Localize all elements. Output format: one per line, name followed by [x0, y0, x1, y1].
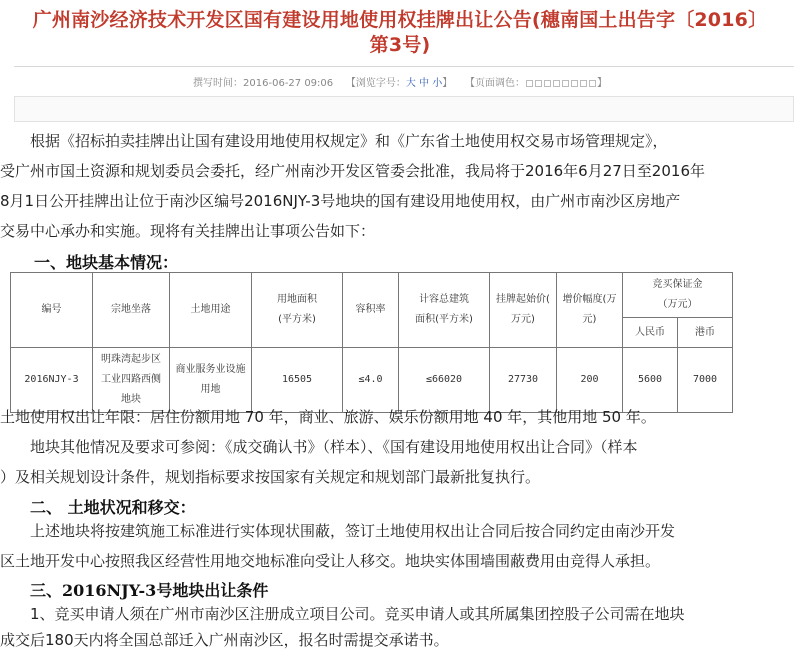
term-line: 土地使用权出让年限：居住份额用地 70 年，商业、旅游、娱乐份额用地 40 年，其他用地 50 年。: [0, 408, 656, 426]
page-title: [0, 8, 800, 58]
cell-hkd: 7000: [678, 348, 733, 413]
color-swatch[interactable]: [580, 80, 587, 87]
color-label: 【页面调色：: [464, 78, 525, 89]
header-area-line-1: 用地面积: [277, 294, 317, 305]
section-3-heading: 三、2016NJY-3号地块出让条件: [30, 581, 269, 600]
cell-area: 16505: [252, 348, 343, 413]
intro-line-3: 8月1日公开挂牌出让位于南沙区编号2016NJY-3号地块的国有建设用地使用权，由广州市南沙区房地产: [0, 192, 681, 210]
cell-use-line-1: 商业服务业设施: [175, 364, 246, 375]
header-location: 宗地坐落: [93, 273, 170, 348]
header-gfa: [399, 273, 490, 348]
header-gfa-line-2: 面积(平方米): [415, 314, 473, 325]
color-swatch[interactable]: [535, 80, 542, 87]
title-line-1: 广州南沙经济技术开发区国有建设用地使用权挂牌出让公告(穗南国土出告字〔2016〕: [32, 9, 768, 31]
color-swatch[interactable]: [562, 80, 569, 87]
color-end: 】: [596, 78, 607, 89]
table-header-row: [11, 273, 733, 318]
table-row: [11, 348, 733, 413]
header-step: [557, 273, 623, 348]
meta-bar: [0, 74, 800, 89]
header-far: 容积率: [343, 273, 399, 348]
cell-rmb: 5600: [623, 348, 678, 413]
font-small-link[interactable]: 小: [432, 78, 443, 89]
cell-use: [170, 348, 252, 413]
publish-time: 撰写时间：2016-06-27 09:06: [193, 78, 334, 89]
header-gfa-line-1: 计容总建筑: [419, 294, 469, 305]
cell-location-line-1: 明珠湾起步区: [101, 354, 161, 365]
header-code: 编号: [11, 273, 93, 348]
header-area-line-2: (平方米): [278, 314, 316, 325]
intro-line-1: 根据《招标拍卖挂牌出让国有建设用地使用权规定》和《广东省土地使用权交易市场管理规定》，: [30, 132, 668, 150]
land-info-table: [10, 272, 733, 413]
section-2-heading: 二、 土地状况和移交：: [30, 498, 196, 517]
section-2-line-1: 上述地块将按建筑施工标准进行实体现状围蔽，签订土地使用权出让合同后按合同约定由南沙开发: [30, 522, 676, 540]
font-size-end: 】: [442, 78, 453, 89]
section-1-heading: 一、地块基本情况：: [34, 253, 179, 272]
header-use: 土地用途: [170, 273, 252, 348]
header-price-line-2: 万元): [511, 314, 535, 325]
cell-location: [93, 348, 170, 413]
header-price-line-1: 挂牌起始价(: [496, 294, 550, 305]
header-deposit-line-1: 竞买保证金: [652, 279, 703, 290]
color-swatch[interactable]: [571, 80, 578, 87]
cell-gfa: ≤66020: [399, 348, 490, 413]
intro-line-2: 受广州市国土资源和规划委员会委托，经广州南沙开发区管委会批准，我局将于2016年6月27日至2016年: [0, 162, 705, 180]
cell-code: 2016NJY-3: [11, 348, 93, 413]
cell-location-line-3: 地块: [121, 394, 141, 405]
header-deposit-line-2: （万元）: [657, 299, 698, 310]
color-swatch[interactable]: [589, 80, 596, 87]
header-price: [490, 273, 557, 348]
cell-far: ≤4.0: [343, 348, 399, 413]
header-step-line-1: 增价幅度(万: [562, 294, 617, 305]
section-3-line-2: 成交后180天内将全国总部迁入广州南沙区，报名时需提交承诺书。: [0, 631, 449, 649]
title-divider: [14, 66, 794, 67]
intro-line-4: 交易中心承办和实施。现将有关挂牌出让事项公告如下：: [0, 222, 376, 240]
font-large-link[interactable]: 大: [405, 78, 416, 89]
header-hkd: 港币: [678, 318, 733, 348]
header-rmb: 人民币: [623, 318, 678, 348]
header-area: [252, 273, 343, 348]
reference-line-1: 地块其他情况及要求可参阅：《成交确认书》（样本）、《国有建设用地使用权出让合同》（样本: [30, 438, 638, 456]
share-bar: [14, 96, 794, 122]
section-2-line-2: 区土地开发中心按照我区经营性用地交地标准向受让人移交。地块实体围墙围蔽费用由竞得人承担。: [0, 552, 661, 570]
font-size-label: 【浏览字号：: [345, 78, 406, 89]
header-step-line-2: 元): [582, 314, 597, 325]
title-line-2: 第3号): [369, 34, 431, 56]
cell-location-line-2: 工业四路西侧: [101, 374, 161, 385]
color-swatch[interactable]: [544, 80, 551, 87]
cell-step: 200: [557, 348, 623, 413]
section-3-line-1: 1、竞买申请人须在广州市南沙区注册成立项目公司。竞买申请人或其所属集团控股子公司需在地块: [30, 605, 685, 623]
reference-line-2: ）及相关规划设计条件，规划指标要求按国家有关规定和规划部门最新批复执行。: [0, 468, 541, 486]
font-medium-link[interactable]: 中: [419, 78, 430, 89]
cell-use-line-2: 用地: [200, 384, 221, 395]
color-swatch[interactable]: [526, 80, 533, 87]
cell-price: 27730: [490, 348, 557, 413]
color-swatch[interactable]: [553, 80, 560, 87]
header-deposit: [623, 273, 733, 318]
